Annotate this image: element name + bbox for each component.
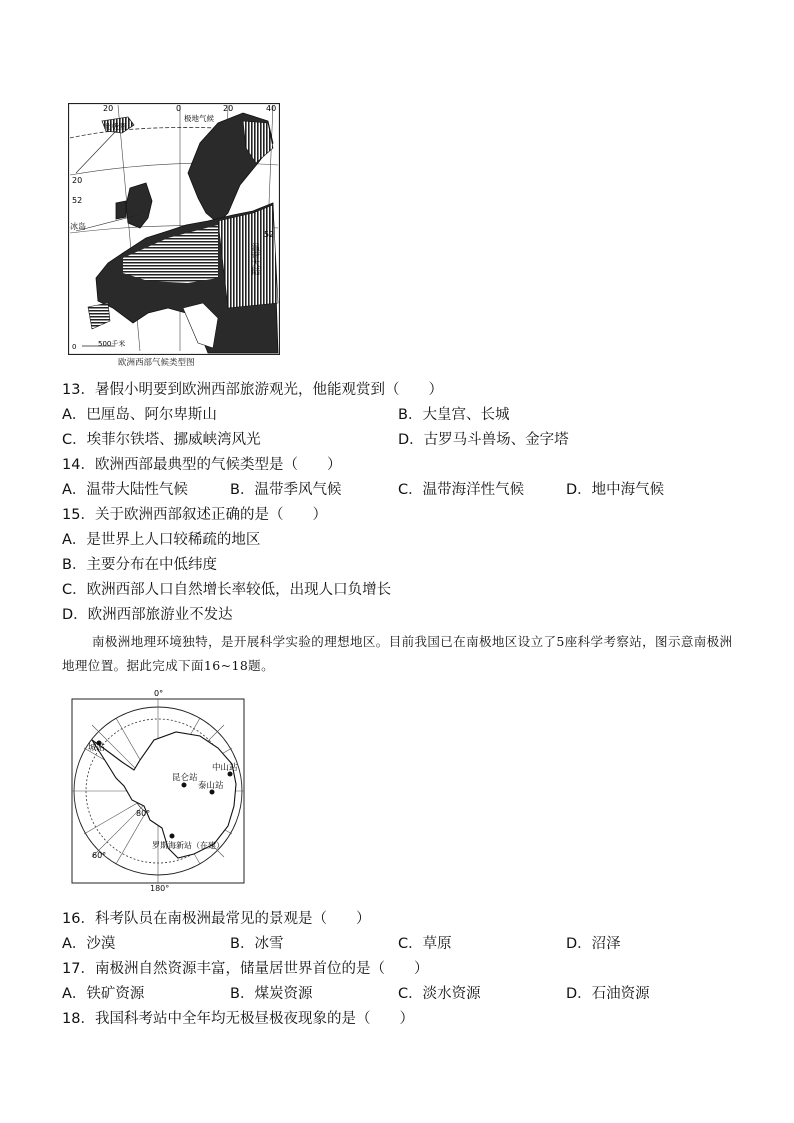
lat-label-left-1: 20	[72, 176, 83, 185]
climate-label-right: 温带大陆	[251, 243, 261, 275]
station-label-taishan: 泰山站	[198, 781, 224, 791]
climate-label-left: 温带海	[160, 178, 170, 202]
question-16-option-c: C．草原	[398, 936, 452, 952]
question-15-option-b: B．主要分布在中低纬度	[62, 557, 217, 573]
question-14-option-a: A．温带大陆性气候	[62, 482, 188, 498]
question-17-option-b: B．煤炭资源	[230, 986, 313, 1002]
question-18-stem: 18．我国科考站中全年均无极昼极夜现象的是（ ）	[62, 1011, 414, 1027]
question-13-option-d: D．古罗马斗兽场、金字塔	[398, 432, 569, 448]
question-13-option-b: B．大皇宫、长城	[398, 407, 510, 423]
question-14-stem: 14．欧洲西部最典型的气候类型是（ ）	[62, 457, 342, 473]
question-14-option-d: D．地中海气候	[566, 482, 665, 498]
lat-80-label: 80°	[136, 809, 151, 818]
intro-paragraph: 南极洲地理环境独特，是开展科学实验的理想地区。目前我国已在南极地区设立了5座科学考察站，图示意南极洲地理位置。据此完成下面16~18题。	[62, 634, 733, 673]
question-14-option-c: C．温带海洋性气候	[398, 482, 525, 498]
question-16-option-b: B．冰雪	[230, 936, 284, 952]
antarctica-map	[66, 688, 250, 894]
question-15-option-a: A．是世界上人口较稀疏的地区	[62, 532, 261, 548]
station-label-zhongshan: 中山站	[212, 763, 238, 773]
question-13-option-a: A．巴厘岛、阿尔卑斯山	[62, 407, 217, 423]
bottom-meridian-label: 180°	[150, 884, 170, 893]
lat-zero-label: 0	[72, 343, 77, 351]
station-label-ross-sea: 罗斯海新站（在建）	[152, 841, 224, 850]
lat-label-right: 52	[264, 230, 275, 239]
europe-climate-map	[68, 103, 280, 368]
europe-map-figure	[68, 103, 280, 355]
question-17-option-c: C．淡水资源	[398, 986, 481, 1002]
iceland-label: 冰岛	[70, 222, 86, 231]
question-15-option-c: C．欧洲西部人口自然增长率较低，出现人口负增长	[62, 582, 392, 598]
lon-label-3: 20	[223, 104, 234, 113]
polar-climate-label: 极地气候	[184, 114, 214, 123]
scale-label: 500千米	[98, 340, 126, 348]
station-label-kunlun: 昆仑站	[172, 773, 198, 783]
question-15-stem: 15．关于欧洲西部叙述正确的是（ ）	[62, 507, 327, 523]
question-17-option-d: D．石油资源	[566, 986, 650, 1002]
station-label-cheng: 城站	[88, 743, 106, 753]
question-13-option-c: C．埃菲尔铁塔、挪威峡湾风光	[62, 432, 261, 448]
question-17-option-a: A．铁矿资源	[62, 986, 145, 1002]
question-16-option-d: D．沼泽	[566, 936, 621, 952]
lat-60-label: 60°	[92, 851, 107, 860]
lat-label-left-2: 52	[72, 196, 83, 205]
station-dot-ross-sea	[170, 834, 175, 839]
lon-label-1: 20	[103, 104, 114, 113]
antarctica-map-figure	[66, 688, 250, 894]
question-16-option-a: A．沙漠	[62, 936, 116, 952]
arctic-circle-label: 北极圈	[104, 122, 127, 131]
lon-label-2: 0	[176, 104, 182, 113]
question-17-stem: 17．南极洲自然资源丰富，储量居世界首位的是（ ）	[62, 961, 429, 977]
question-14-option-b: B．温带季风气候	[230, 482, 342, 498]
europe-map-caption: 欧洲西部气候类型图	[118, 358, 195, 368]
lon-label-4: 40	[266, 104, 277, 113]
question-16-stem: 16．科考队员在南极洲最常见的景观是（ ）	[62, 911, 371, 927]
question-13-stem: 13．暑假小明要到欧洲西部旅游观光，他能观赏到（ ）	[62, 382, 443, 398]
top-meridian-label: 0°	[154, 689, 164, 698]
question-15-option-d: D．欧洲西部旅游业不发达	[62, 607, 233, 623]
station-dot-kunlun	[182, 783, 187, 788]
